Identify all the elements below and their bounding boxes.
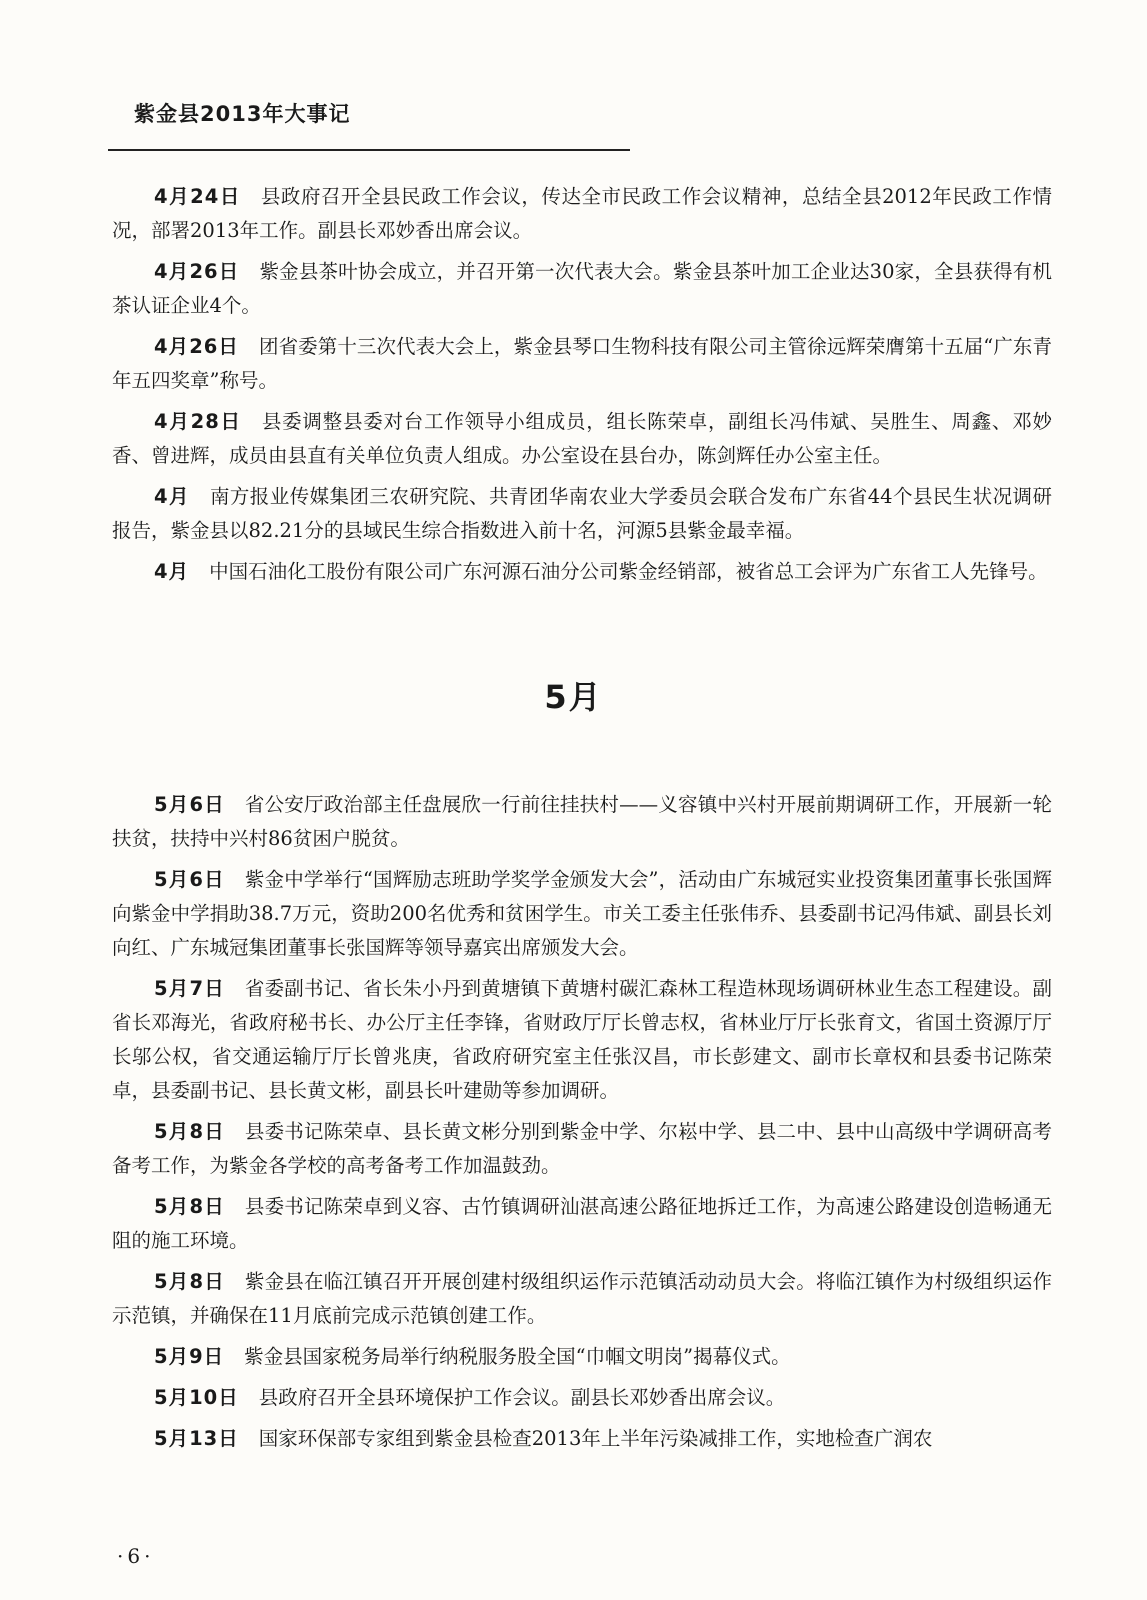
entry-text: 省公安厅政治部主任盘展欣一行前往挂扶村——义容镇中兴村开展前期调研工作，开展新一轮扶贫，扶持中兴村86贫困户脱贫。 bbox=[112, 793, 1052, 850]
entry-text: 紫金县在临江镇召开开展创建村级组织运作示范镇活动动员大会。将临江镇作为村级组织运作示范镇，并确保在11月底前完成示范镇创建工作。 bbox=[112, 1270, 1052, 1327]
chronicle-entry bbox=[112, 180, 1052, 248]
chronicle-entry bbox=[112, 255, 1052, 323]
entry-text: 县政府召开全县民政工作会议，传达全市民政工作会议精神，总结全县2012年民政工作情况，部署2013年工作。副县长邓妙香出席会议。 bbox=[112, 185, 1052, 242]
chronicle-entry bbox=[112, 863, 1052, 965]
entry-date: 5月8日 bbox=[154, 1120, 225, 1143]
entry-text: 团省委第十三次代表大会上，紫金县琴口生物科技有限公司主管徐远辉荣膺第十五届“广东青年五四奖章”称号。 bbox=[112, 335, 1052, 392]
entry-date: 5月10日 bbox=[154, 1386, 239, 1409]
chronicle-entry bbox=[112, 1115, 1052, 1183]
entry-text: 县政府召开全县环境保护工作会议。副县长邓妙香出席会议。 bbox=[258, 1386, 786, 1409]
entry-text: 紫金中学举行“国辉励志班助学奖学金颁发大会”，活动由广东城冠实业投资集团董事长张国辉向紫金中学捐助38.7万元，资助200名优秀和贫困学生。市关工委主任张伟乔、县委副书记冯伟斌、副县长刘向红、广东城冠集团董事长张国辉等领导嘉宾出席颁发大会。 bbox=[112, 868, 1052, 959]
running-header: 紫金县2013年大事记 bbox=[134, 102, 351, 126]
entry-date: 5月8日 bbox=[154, 1270, 225, 1293]
chronicle-entry bbox=[112, 788, 1052, 856]
chronicle-entry bbox=[112, 972, 1052, 1108]
entry-text: 紫金县茶叶协会成立，并召开第一次代表大会。紫金县茶叶加工企业达30家，全县获得有机茶认证企业4个。 bbox=[112, 260, 1052, 317]
may-entries bbox=[112, 788, 1052, 1463]
entry-date: 4月28日 bbox=[154, 410, 242, 433]
chronicle-entry bbox=[112, 330, 1052, 398]
chronicle-entry bbox=[112, 1265, 1052, 1333]
entry-text: 紫金县国家税务局举行纳税服务股全国“巾帼文明岗”揭幕仪式。 bbox=[244, 1345, 791, 1368]
chronicle-entry bbox=[112, 480, 1052, 548]
entry-date: 4月26日 bbox=[154, 260, 240, 283]
entry-date: 4月 bbox=[154, 485, 190, 508]
entry-date: 5月7日 bbox=[154, 977, 225, 1000]
chronicle-entry bbox=[112, 555, 1052, 589]
entry-date: 4月 bbox=[154, 560, 190, 583]
header-rule bbox=[108, 149, 630, 151]
chronicle-entry bbox=[112, 405, 1052, 473]
chronicle-entry bbox=[112, 1190, 1052, 1258]
entry-date: 4月24日 bbox=[154, 185, 241, 208]
entry-text: 县委书记陈荣卓到义容、古竹镇调研汕湛高速公路征地拆迁工作，为高速公路建设创造畅通无阻的施工环境。 bbox=[112, 1195, 1052, 1252]
chronicle-entry bbox=[112, 1340, 1052, 1374]
page-number: ·6· bbox=[117, 1544, 155, 1568]
entry-date: 5月13日 bbox=[154, 1427, 239, 1450]
entry-text: 国家环保部专家组到紫金县检查2013年上半年污染减排工作，实地检查广润农 bbox=[258, 1427, 933, 1450]
month-heading: 5月 bbox=[544, 678, 603, 716]
chronicle-entry bbox=[112, 1381, 1052, 1415]
entry-text: 县委调整县委对台工作领导小组成员，组长陈荣卓，副组长冯伟斌、吴胜生、周鑫、邓妙香、曾进辉，成员由县直有关单位负责人组成。办公室设在县台办，陈剑辉任办公室主任。 bbox=[112, 410, 1052, 467]
entry-text: 县委书记陈荣卓、县长黄文彬分别到紫金中学、尔崧中学、县二中、县中山高级中学调研高考备考工作，为紫金各学校的高考备考工作加温鼓劲。 bbox=[112, 1120, 1052, 1177]
entry-date: 4月26日 bbox=[154, 335, 240, 358]
entry-date: 5月9日 bbox=[154, 1345, 225, 1368]
entry-date: 5月8日 bbox=[154, 1195, 225, 1218]
entry-text: 南方报业传媒集团三农研究院、共青团华南农业大学委员会联合发布广东省44个县民生状况调研报告，紫金县以82.21分的县域民生综合指数进入前十名，河源5县紫金最幸福。 bbox=[112, 485, 1052, 542]
chronicle-entry bbox=[112, 1422, 1052, 1456]
entry-date: 5月6日 bbox=[154, 793, 225, 816]
entry-text: 中国石油化工股份有限公司广东河源石油分公司紫金经销部，被省总工会评为广东省工人先锋号。 bbox=[209, 560, 1048, 583]
entry-text: 省委副书记、省长朱小丹到黄塘镇下黄塘村碳汇森林工程造林现场调研林业生态工程建设。副省长邓海光，省政府秘书长、办公厅主任李锋，省财政厅厅长曾志权，省林业厅厅长张育文，省国土资源厅厅长邬公权，省交通运输厅厅长曾兆庚，省政府研究室主任张汉昌，市长彭建文、副市长章权和县委书记陈荣卓，县委副书记、县长黄文彬，副县长叶建勋等参加调研。 bbox=[112, 977, 1052, 1102]
entry-date: 5月6日 bbox=[154, 868, 225, 891]
april-entries bbox=[112, 180, 1052, 596]
